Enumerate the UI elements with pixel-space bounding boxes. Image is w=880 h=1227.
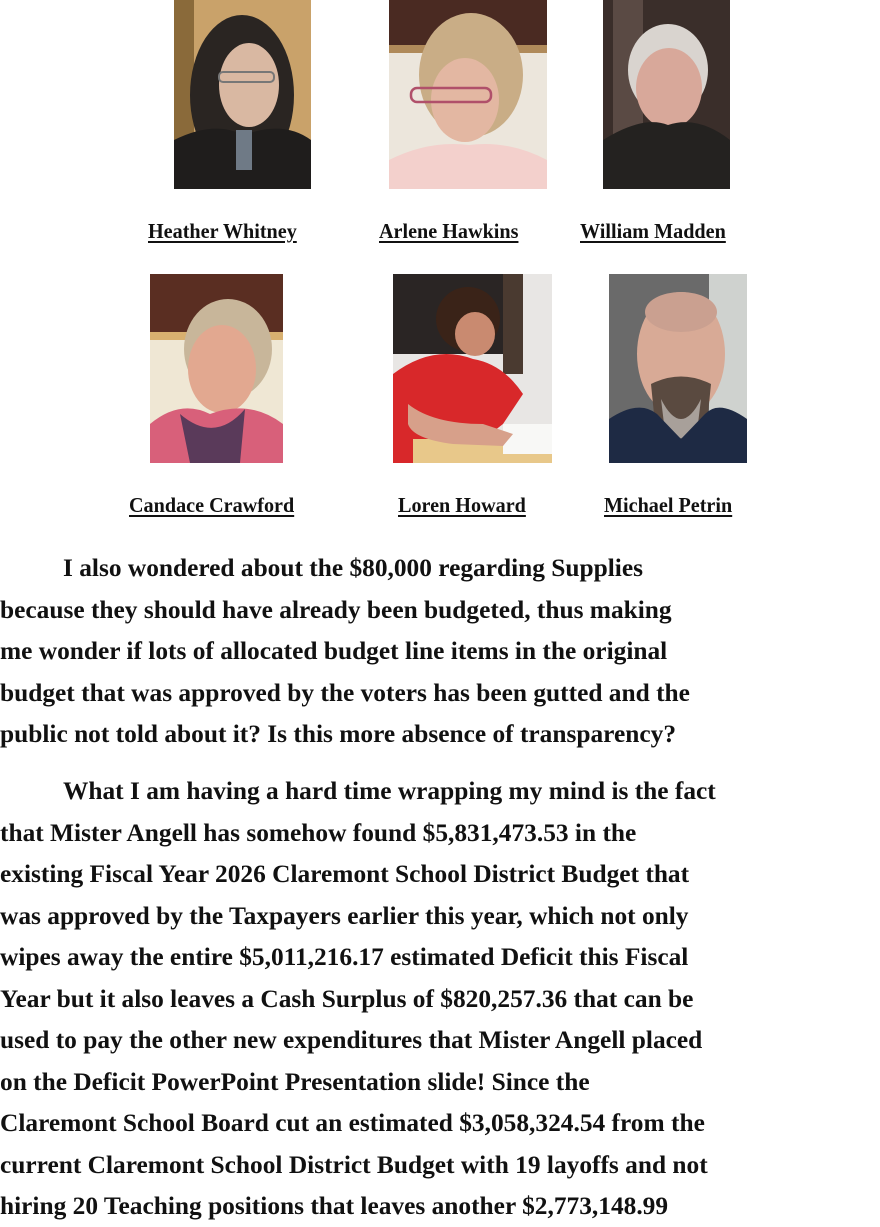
text-line: hiring 20 Teaching positions that leaves another $2,773,148.99 — [0, 1191, 669, 1220]
text-line: because they should have already been budgeted, thus making — [0, 594, 672, 624]
portrait-image — [150, 274, 283, 463]
portrait-image — [389, 0, 547, 189]
photo-heather-whitney — [174, 0, 311, 189]
caption-loren-howard: Loren Howard — [398, 493, 526, 517]
text-line: Claremont School Board cut an estimated $3,058,324.54 from the — [0, 1108, 705, 1137]
photo-loren-howard — [393, 274, 552, 463]
text-line: What I am having a hard time wrapping my mind is the fact — [63, 776, 716, 805]
photo-candace-crawford — [150, 274, 283, 463]
paragraph-budget-surplus — [0, 770, 880, 1227]
caption-william-madden: William Madden — [580, 219, 726, 243]
text-line: current Claremont School District Budget with 19 layoffs and not — [0, 1149, 708, 1179]
text-line: public not told about it? Is this more absence of transparency? — [0, 719, 677, 748]
text-line: I also wondered about the $80,000 regarding Supplies — [63, 553, 643, 582]
caption-heather-whitney: Heather Whitney — [148, 219, 297, 243]
caption-arlene-hawkins: Arlene Hawkins — [379, 219, 519, 243]
text-line: wipes away the entire $5,011,216.17 estimated Deficit this Fiscal — [0, 942, 689, 971]
portrait-image — [603, 0, 730, 189]
text-line: existing Fiscal Year 2026 Claremont School District Budget that — [0, 859, 690, 888]
text-line: that Mister Angell has somehow found $5,831,473.53 in the — [0, 817, 637, 847]
text-line: budget that was approved by the voters has been gutted and the — [0, 677, 690, 707]
portrait-image — [609, 274, 747, 463]
text-line: used to pay the other new expenditures that Mister Angell placed — [0, 1025, 703, 1054]
portrait-image — [174, 0, 311, 189]
text-line: was approved by the Taxpayers earlier this year, which not only — [0, 900, 689, 930]
caption-candace-crawford: Candace Crawford — [129, 493, 295, 517]
photo-william-madden — [603, 0, 730, 189]
text-line: me wonder if lots of allocated budget line items in the original — [0, 636, 668, 665]
photo-arlene-hawkins — [389, 0, 547, 189]
photo-michael-petrin — [609, 274, 747, 463]
portrait-image — [393, 274, 552, 463]
paragraph-supplies — [0, 547, 880, 755]
text-line: on the Deficit PowerPoint Presentation slide! Since the — [0, 1066, 590, 1096]
text-line: Year but it also leaves a Cash Surplus of $820,257.36 that can be — [0, 983, 694, 1013]
caption-michael-petrin: Michael Petrin — [604, 493, 733, 517]
